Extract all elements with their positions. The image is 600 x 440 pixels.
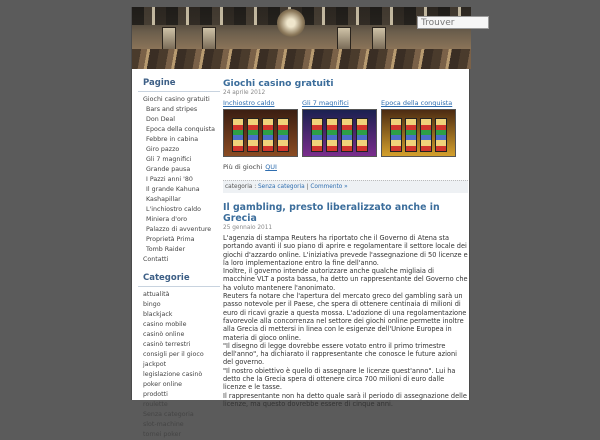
slot-reel	[247, 118, 259, 152]
sidebar-page-link[interactable]: Giro pazzo	[146, 146, 180, 153]
slot-reel	[405, 118, 417, 152]
slot-reel	[232, 118, 244, 152]
sidebar-page-link[interactable]: Bars and stripes	[146, 106, 198, 113]
slot-reel	[390, 118, 402, 152]
post-paragraph: Il rappresentante non ha detto quale sarà il periodo di assegnazione delle licenze, ma questo dovrebbe essere di cinque anni.	[223, 391, 467, 408]
meta-prefix: categoria :	[225, 184, 258, 190]
slot-reel	[420, 118, 432, 152]
sidebar-category-link[interactable]: attualità	[143, 291, 170, 298]
sidebar-page-link[interactable]: Gli 7 magnifici	[146, 156, 192, 163]
sidebar-category-link[interactable]: blackjack	[143, 311, 173, 318]
sidebar-page-link[interactable]: Tomb Raider	[146, 246, 186, 253]
slot-reel	[341, 118, 353, 152]
slot-reel	[277, 118, 289, 152]
categories-list	[138, 290, 220, 440]
sidebar-category-link[interactable]: Senza categoria	[143, 411, 194, 418]
slot-reel	[326, 118, 338, 152]
post-paragraph: "Il nostro obiettivo è quello di assegnare le licenze quest'anno". Lui ha detto che la Grecia spera di ottenere circa 700 milioni di euro dalle licenze e le tasse.	[223, 366, 456, 392]
sidebar-page-link[interactable]: L'inchiostro caldo	[146, 206, 202, 213]
sidebar-category-link[interactable]: casinò online	[143, 331, 185, 338]
sidebar-category-link[interactable]: roulette	[143, 401, 168, 408]
more-games-link[interactable]: QUI	[265, 163, 277, 171]
slot-reel	[435, 118, 447, 152]
sidebar-page-link[interactable]: Epoca della conquista	[146, 126, 216, 133]
more-games-text: Più di giochi	[223, 163, 263, 171]
post-title[interactable]: Giochi casino gratuiti	[223, 78, 334, 89]
pages-list	[138, 95, 220, 265]
sidebar-category-link[interactable]: tornei poker	[143, 431, 182, 438]
game-card	[381, 99, 456, 157]
game-thumbnail[interactable]	[302, 109, 377, 157]
meta-separator: |	[304, 184, 311, 190]
sidebar-page-link[interactable]: Kashapillar	[146, 196, 181, 203]
categories-heading: Categorie	[138, 270, 220, 287]
sidebar-page-link[interactable]: Contatti	[143, 256, 169, 263]
game-thumbnail[interactable]	[223, 109, 298, 157]
sidebar-page-link[interactable]: Proprietà Prima	[146, 236, 195, 243]
post-paragraph: Inoltre, il governo intende autorizzare anche qualche migliaia di macchine VLT a posta bassa, ha detto un rappresentante del Governo che ha voluto mantenere l'anonimato.	[223, 267, 468, 292]
game-card	[223, 99, 298, 157]
sidebar-category-link[interactable]: poker online	[143, 381, 182, 388]
sidebar-category-link[interactable]: legislazione casinò	[143, 371, 203, 378]
post-paragraph: "Il disegno di legge dovrebbe essere votato entro il primo trimestre dell'anno", ha dichiarato il rappresentante che conosce le future azioni del governo.	[223, 341, 457, 367]
sidebar-page-link[interactable]: Febbre in cabina	[146, 136, 199, 143]
sidebar-page-link[interactable]: Giochi casino gratuiti	[143, 96, 210, 103]
banner-chandelier	[277, 9, 305, 37]
post-greece-gambling	[223, 202, 468, 408]
meta-category-link[interactable]: Senza categoria	[258, 184, 305, 190]
game-card	[302, 99, 377, 157]
meta-comments-link[interactable]: Commento »	[310, 184, 348, 190]
sidebar-page-link[interactable]: Grande pausa	[146, 166, 191, 173]
sidebar-category-link[interactable]: casinò terrestri	[143, 341, 191, 348]
search-input[interactable]	[417, 16, 489, 29]
slot-reel	[262, 118, 274, 152]
sidebar-page-link[interactable]: Il grande Kahuna	[146, 186, 200, 193]
post-date: 25 gennaio 2011	[223, 225, 273, 231]
game-link[interactable]: Epoca della conquista	[381, 99, 453, 107]
post-paragraph: L'agenzia di stampa Reuters ha riportato che il Governo di Atena sta portando avanti il suo piano di aprire e regolamentare il settore locale dei giochi d'azzardo online. L'iniziativa prevede l'assegnazione di 50 licenze e la loro implementazione entro la fine dell'anno.	[223, 234, 468, 267]
sidebar-category-link[interactable]: slot-machine	[143, 421, 184, 428]
sidebar-page-link[interactable]: Miniera d'oro	[146, 216, 188, 223]
pages-heading: Pagine	[138, 75, 220, 92]
post-free-casino-games	[223, 78, 468, 193]
sidebar-category-link[interactable]: prodotti	[143, 391, 168, 398]
more-games-row	[223, 163, 468, 171]
game-thumbnail[interactable]	[381, 109, 456, 157]
sidebar-page-link[interactable]: Palazzo di avventure	[146, 226, 212, 233]
page-container	[131, 7, 470, 438]
sidebar-category-link[interactable]: bingo	[143, 301, 161, 308]
post-paragraph: Reuters fa notare che l'apertura del mercato greco del gambling sarà un passo notevole per il Paese, che spera di ottenere centinaia di milioni di euro di ricavi grazie a questa mossa. L'adozione di una regolamentazione favorevole alla concorrenza nel settore dei giochi online permette inoltre alla Grecia di mettersi in linea con le esigenze dell'Unione Europea in materia di gioco online.	[223, 292, 467, 342]
game-link[interactable]: Inchiostro caldo	[223, 99, 275, 107]
sidebar-page-link[interactable]: I Pazzi anni '80	[146, 176, 193, 183]
sidebar-category-link[interactable]: consigli per il gioco	[143, 351, 204, 358]
games-row	[223, 99, 468, 157]
slot-reel	[311, 118, 323, 152]
sidebar-page-link[interactable]: Don Deal	[146, 116, 176, 123]
post-date: 24 aprile 2012	[223, 90, 266, 96]
sidebar	[138, 75, 220, 440]
main-content	[223, 75, 468, 408]
game-link[interactable]: Gli 7 magnifici	[302, 99, 349, 107]
post-meta	[223, 180, 468, 193]
sidebar-category-link[interactable]: casino mobile	[143, 321, 187, 328]
slot-reel	[356, 118, 368, 152]
sidebar-category-link[interactable]: jackpot	[143, 361, 167, 368]
banner-floor	[132, 49, 471, 69]
post-title[interactable]: Il gambling, presto liberalizzato anche in Grecia	[223, 202, 440, 224]
post-body	[223, 234, 468, 408]
